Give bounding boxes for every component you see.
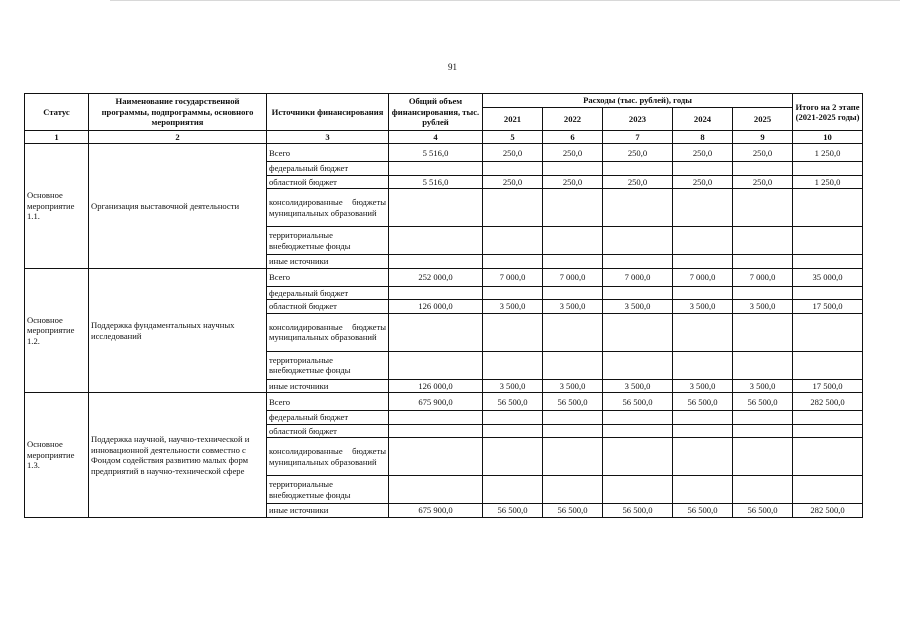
year-value-cell: [603, 255, 673, 268]
stage-total-cell: 282 500,0: [793, 393, 863, 411]
year-value-cell: [543, 313, 603, 351]
total-volume-cell: [389, 162, 483, 175]
total-volume-cell: 126 000,0: [389, 379, 483, 392]
table-row: [25, 268, 863, 286]
year-value-cell: [543, 255, 603, 268]
year-value-cell: 3 500,0: [543, 300, 603, 313]
stage-total-cell: [793, 227, 863, 255]
year-value-cell: 3 500,0: [733, 379, 793, 392]
year-value-cell: 7 000,0: [733, 268, 793, 286]
source-cell: иные источники: [267, 504, 389, 517]
header-total-volume: Общий объем финансирования, тыс. рублей: [389, 94, 483, 131]
stage-total-cell: 35 000,0: [793, 268, 863, 286]
year-value-cell: [673, 351, 733, 379]
year-value-cell: [673, 424, 733, 437]
total-volume-cell: [389, 424, 483, 437]
year-value-cell: [603, 227, 673, 255]
source-cell: федеральный бюджет: [267, 162, 389, 175]
stage-total-cell: [793, 162, 863, 175]
year-value-cell: [603, 189, 673, 227]
year-value-cell: [673, 227, 733, 255]
total-volume-cell: 252 000,0: [389, 268, 483, 286]
source-cell: территориальные внебюджетные фонды: [267, 476, 389, 504]
year-value-cell: 7 000,0: [543, 268, 603, 286]
source-cell: иные источники: [267, 255, 389, 268]
page-number: 91: [448, 62, 457, 72]
year-value-cell: [543, 227, 603, 255]
year-value-cell: [543, 476, 603, 504]
total-volume-cell: [389, 351, 483, 379]
total-volume-cell: 5 516,0: [389, 175, 483, 188]
year-value-cell: [733, 424, 793, 437]
year-value-cell: [603, 162, 673, 175]
source-cell: консолидированные бюджеты муниципальных образований: [267, 438, 389, 476]
year-value-cell: [673, 438, 733, 476]
year-value-cell: 56 500,0: [733, 504, 793, 517]
year-value-cell: 56 500,0: [483, 393, 543, 411]
year-value-cell: [603, 476, 673, 504]
source-cell: территориальные внебюджетные фонды: [267, 227, 389, 255]
year-value-cell: [483, 189, 543, 227]
year-value-cell: 250,0: [673, 144, 733, 162]
header-status: Статус: [25, 94, 89, 131]
header-expenses: Расходы (тыс. рублей), годы: [483, 94, 793, 108]
year-value-cell: [603, 411, 673, 424]
year-value-cell: 250,0: [673, 175, 733, 188]
column-number: 3: [267, 131, 389, 144]
header-year: 2021: [483, 108, 543, 131]
year-value-cell: 3 500,0: [673, 300, 733, 313]
header-year: 2023: [603, 108, 673, 131]
stage-total-cell: [793, 255, 863, 268]
total-volume-cell: [389, 313, 483, 351]
stage-total-cell: [793, 424, 863, 437]
year-value-cell: [733, 411, 793, 424]
status-cell: Основное мероприятие 1.2.: [25, 268, 89, 392]
year-value-cell: [483, 162, 543, 175]
year-value-cell: [483, 351, 543, 379]
source-cell: областной бюджет: [267, 300, 389, 313]
stage-total-cell: 1 250,0: [793, 175, 863, 188]
year-value-cell: 250,0: [733, 144, 793, 162]
year-value-cell: 3 500,0: [603, 300, 673, 313]
stage-total-cell: [793, 411, 863, 424]
table-row: [25, 144, 863, 162]
year-value-cell: 56 500,0: [673, 504, 733, 517]
year-value-cell: [673, 286, 733, 299]
stage-total-cell: 1 250,0: [793, 144, 863, 162]
year-value-cell: 56 500,0: [603, 393, 673, 411]
year-value-cell: [733, 162, 793, 175]
year-value-cell: [483, 286, 543, 299]
year-value-cell: 250,0: [483, 175, 543, 188]
total-volume-cell: [389, 286, 483, 299]
year-value-cell: [673, 476, 733, 504]
year-value-cell: [733, 286, 793, 299]
year-value-cell: [483, 411, 543, 424]
year-value-cell: 3 500,0: [603, 379, 673, 392]
year-value-cell: [543, 286, 603, 299]
year-value-cell: 250,0: [483, 144, 543, 162]
year-value-cell: [733, 189, 793, 227]
year-value-cell: 250,0: [543, 144, 603, 162]
total-volume-cell: 675 900,0: [389, 504, 483, 517]
year-value-cell: [733, 313, 793, 351]
year-value-cell: 250,0: [603, 144, 673, 162]
column-number: 4: [389, 131, 483, 144]
column-number: 7: [603, 131, 673, 144]
year-value-cell: [733, 438, 793, 476]
source-cell: Всего: [267, 144, 389, 162]
year-value-cell: 3 500,0: [673, 379, 733, 392]
source-cell: федеральный бюджет: [267, 411, 389, 424]
stage-total-cell: 17 500,0: [793, 379, 863, 392]
column-number-row: [25, 131, 863, 144]
header-year: 2024: [673, 108, 733, 131]
year-value-cell: 56 500,0: [543, 504, 603, 517]
header-stage-total: Итого на 2 этапе (2021-2025 годы): [793, 94, 863, 131]
total-volume-cell: [389, 255, 483, 268]
year-value-cell: [483, 424, 543, 437]
year-value-cell: [603, 438, 673, 476]
year-value-cell: 250,0: [603, 175, 673, 188]
program-name-cell: Поддержка научной, научно-технической и инновационной деятельности совместно с Фондом содействия развитию малых форм предприятий в научно-технической сфере: [89, 393, 267, 517]
total-volume-cell: [389, 476, 483, 504]
year-value-cell: 3 500,0: [483, 300, 543, 313]
year-value-cell: [603, 286, 673, 299]
year-value-cell: 7 000,0: [673, 268, 733, 286]
year-value-cell: [673, 313, 733, 351]
total-volume-cell: [389, 227, 483, 255]
source-cell: Всего: [267, 393, 389, 411]
year-value-cell: 3 500,0: [543, 379, 603, 392]
source-cell: консолидированные бюджеты муниципальных образований: [267, 313, 389, 351]
column-number: 8: [673, 131, 733, 144]
year-value-cell: 250,0: [733, 175, 793, 188]
year-value-cell: 7 000,0: [483, 268, 543, 286]
stage-total-cell: [793, 476, 863, 504]
year-value-cell: [733, 227, 793, 255]
column-number: 1: [25, 131, 89, 144]
column-number: 5: [483, 131, 543, 144]
year-value-cell: [603, 424, 673, 437]
year-value-cell: [483, 476, 543, 504]
column-number: 9: [733, 131, 793, 144]
year-value-cell: [733, 476, 793, 504]
total-volume-cell: [389, 189, 483, 227]
year-value-cell: [673, 162, 733, 175]
stage-total-cell: [793, 438, 863, 476]
source-cell: Всего: [267, 268, 389, 286]
year-value-cell: [673, 255, 733, 268]
stage-total-cell: [793, 351, 863, 379]
year-value-cell: [483, 313, 543, 351]
year-value-cell: [543, 411, 603, 424]
year-value-cell: 3 500,0: [733, 300, 793, 313]
column-number: 2: [89, 131, 267, 144]
stage-total-cell: [793, 313, 863, 351]
stage-total-cell: 17 500,0: [793, 300, 863, 313]
source-cell: областной бюджет: [267, 424, 389, 437]
source-cell: федеральный бюджет: [267, 286, 389, 299]
status-cell: Основное мероприятие 1.1.: [25, 144, 89, 268]
year-value-cell: 56 500,0: [603, 504, 673, 517]
year-value-cell: [543, 424, 603, 437]
total-volume-cell: 675 900,0: [389, 393, 483, 411]
stage-total-cell: [793, 189, 863, 227]
total-volume-cell: 5 516,0: [389, 144, 483, 162]
program-name-cell: Поддержка фундаментальных научных исследований: [89, 268, 267, 392]
source-cell: консолидированные бюджеты муниципальных образований: [267, 189, 389, 227]
year-value-cell: [543, 162, 603, 175]
year-value-cell: [673, 411, 733, 424]
stage-total-cell: 282 500,0: [793, 504, 863, 517]
year-value-cell: [733, 351, 793, 379]
scan-top-edge: [110, 0, 900, 1]
year-value-cell: 56 500,0: [673, 393, 733, 411]
year-value-cell: [483, 227, 543, 255]
year-value-cell: [543, 351, 603, 379]
year-value-cell: [603, 351, 673, 379]
year-value-cell: 56 500,0: [543, 393, 603, 411]
budget-table: [24, 93, 863, 518]
status-cell: Основное мероприятие 1.3.: [25, 393, 89, 517]
total-volume-cell: [389, 411, 483, 424]
stage-total-cell: [793, 286, 863, 299]
year-value-cell: 250,0: [543, 175, 603, 188]
column-number: 6: [543, 131, 603, 144]
source-cell: областной бюджет: [267, 175, 389, 188]
year-value-cell: [483, 438, 543, 476]
year-value-cell: 7 000,0: [603, 268, 673, 286]
source-cell: иные источники: [267, 379, 389, 392]
header-sources: Источники финансирования: [267, 94, 389, 131]
column-number: 10: [793, 131, 863, 144]
year-value-cell: [543, 438, 603, 476]
header-year: 2022: [543, 108, 603, 131]
year-value-cell: [543, 189, 603, 227]
year-value-cell: 56 500,0: [733, 393, 793, 411]
year-value-cell: 3 500,0: [483, 379, 543, 392]
table-row: [25, 393, 863, 411]
source-cell: территориальные внебюджетные фонды: [267, 351, 389, 379]
total-volume-cell: [389, 438, 483, 476]
year-value-cell: [603, 313, 673, 351]
program-name-cell: Организация выставочной деятельности: [89, 144, 267, 268]
table-body: [25, 144, 863, 517]
total-volume-cell: 126 000,0: [389, 300, 483, 313]
header-year: 2025: [733, 108, 793, 131]
year-value-cell: [733, 255, 793, 268]
header-program: Наименование государственной программы, подпрограммы, основного мероприятия: [89, 94, 267, 131]
year-value-cell: [483, 255, 543, 268]
year-value-cell: 56 500,0: [483, 504, 543, 517]
year-value-cell: [673, 189, 733, 227]
